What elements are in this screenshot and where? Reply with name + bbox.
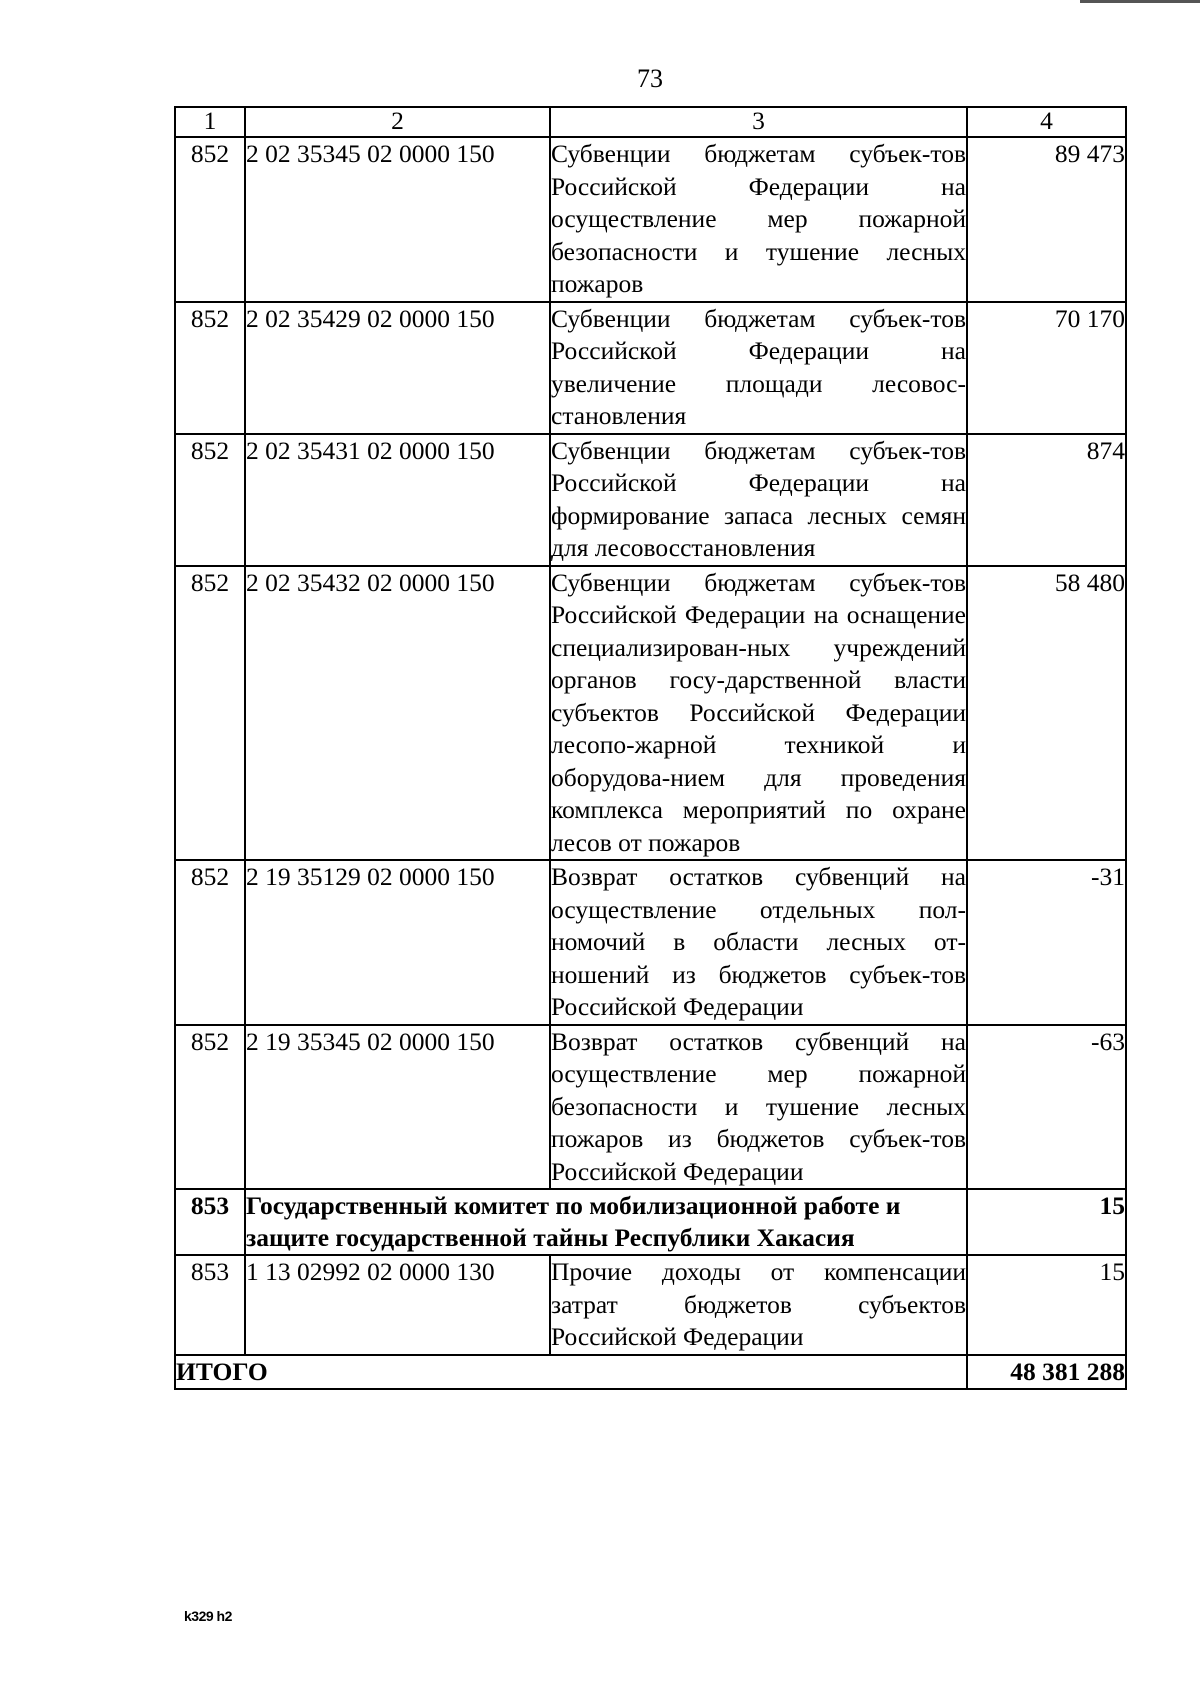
revenue-code-cell: 2 02 35432 02 0000 150 [245, 566, 550, 861]
table-row [175, 1255, 1126, 1355]
total-label: ИТОГО [175, 1355, 967, 1390]
amount-cell: 70 170 [967, 302, 1126, 434]
admin-code-cell: 852 [175, 302, 245, 434]
description-cell: Прочие доходы от компенсации затрат бюджетов субъектов Российской Федерации [550, 1255, 967, 1355]
scan-edge-mark [1080, 0, 1200, 3]
table-row [175, 566, 1126, 861]
amount-cell: -31 [967, 860, 1126, 1025]
admin-code-cell: 852 [175, 566, 245, 861]
table-row [175, 302, 1126, 434]
group-amount-cell: 15 [967, 1189, 1126, 1255]
table-header-row [175, 107, 1126, 137]
admin-code-cell: 852 [175, 137, 245, 302]
admin-code-cell: 852 [175, 1025, 245, 1190]
footer-document-code: k329 h2 [184, 1608, 232, 1624]
revenue-code-cell: 1 13 02992 02 0000 130 [245, 1255, 550, 1355]
budget-revenue-table [174, 106, 1127, 1390]
amount-cell: -63 [967, 1025, 1126, 1190]
column-header-4: 4 [967, 107, 1126, 137]
revenue-code-cell: 2 19 35129 02 0000 150 [245, 860, 550, 1025]
total-amount: 48 381 288 [967, 1355, 1126, 1390]
group-header-row [175, 1189, 1126, 1255]
revenue-code-cell: 2 02 35429 02 0000 150 [245, 302, 550, 434]
group-name-cell: Государственный комитет по мобилизационной работе и защите государственной тайны Республики Хакасия [245, 1189, 967, 1255]
admin-code-cell: 853 [175, 1255, 245, 1355]
table-row [175, 860, 1126, 1025]
description-cell: Субвенции бюджетам субъек-тов Российской Федерации на формирование запаса лесных семян для лесовосстановления [550, 434, 967, 566]
amount-cell: 15 [967, 1255, 1126, 1355]
column-header-2: 2 [245, 107, 550, 137]
table-row [175, 137, 1126, 302]
column-header-1: 1 [175, 107, 245, 137]
amount-cell: 874 [967, 434, 1126, 566]
description-cell: Субвенции бюджетам субъек-тов Российской Федерации на осуществление мер пожарной безопасности и тушение лесных пожаров [550, 137, 967, 302]
column-header-3: 3 [550, 107, 967, 137]
table-row [175, 1025, 1126, 1190]
admin-code-cell: 852 [175, 434, 245, 566]
description-cell: Возврат остатков субвенций на осуществление мер пожарной безопасности и тушение лесных пожаров из бюджетов субъек-тов Российской Федерации [550, 1025, 967, 1190]
revenue-code-cell: 2 19 35345 02 0000 150 [245, 1025, 550, 1190]
admin-code-cell: 852 [175, 860, 245, 1025]
group-admin-code-cell: 853 [175, 1189, 245, 1255]
table-row [175, 434, 1126, 566]
amount-cell: 58 480 [967, 566, 1126, 861]
revenue-code-cell: 2 02 35345 02 0000 150 [245, 137, 550, 302]
description-cell: Субвенции бюджетам субъек-тов Российской Федерации на увеличение площади лесовос-становления [550, 302, 967, 434]
total-row [175, 1355, 1126, 1390]
page-number: 73 [637, 64, 663, 93]
revenue-code-cell: 2 02 35431 02 0000 150 [245, 434, 550, 566]
description-cell: Возврат остатков субвенций на осуществление отдельных пол-номочий в области лесных от-ношений из бюджетов субъек-тов Российской Федерации [550, 860, 967, 1025]
amount-cell: 89 473 [967, 137, 1126, 302]
description-cell: Субвенции бюджетам субъек-тов Российской Федерации на оснащение специализирован-ных учреждений органов госу-дарственной власти субъектов Российской Федерации лесопо-жарной техникой и оборудова-нием для проведения комплекса мероприятий по охране лесов от пожаров [550, 566, 967, 861]
